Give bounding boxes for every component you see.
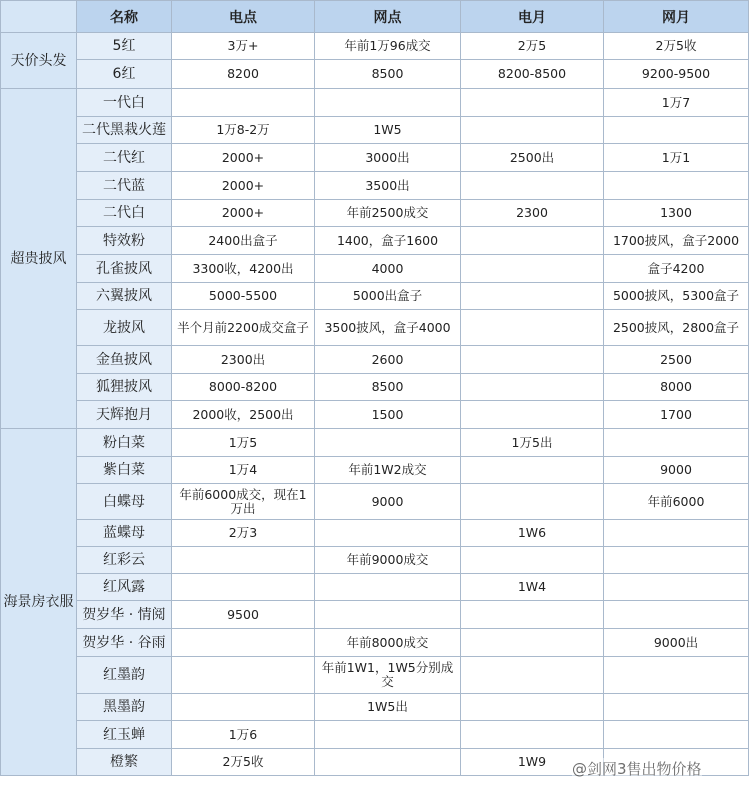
dian-yue-cell — [461, 346, 604, 374]
wang-dian-cell — [315, 520, 461, 547]
dian-yue-cell: 2万5 — [461, 33, 604, 60]
wang-dian-cell: 年前1W2成交 — [315, 457, 461, 484]
dian-yue-cell: 1W9 — [461, 749, 604, 776]
header-row — [1, 1, 749, 33]
dian-dian-cell — [172, 547, 315, 574]
dian-dian-cell: 2000+ — [172, 172, 315, 200]
wang-dian-cell — [315, 574, 461, 601]
table-row — [1, 144, 749, 172]
dian-dian-cell: 5000-5500 — [172, 283, 315, 310]
item-name-cell: 二代黑栽火莲 — [77, 117, 172, 144]
table-row — [1, 694, 749, 721]
item-name-cell: 红玉蝉 — [77, 721, 172, 749]
wang-dian-cell: 5000出盒子 — [315, 283, 461, 310]
item-name-cell: 二代蓝 — [77, 172, 172, 200]
wang-dian-cell: 年前9000成交 — [315, 547, 461, 574]
dian-yue-cell: 2300 — [461, 200, 604, 227]
wang-yue-cell — [604, 721, 749, 749]
header-name: 名称 — [77, 1, 172, 33]
watermark: @剑网3售出物价格 — [572, 760, 702, 778]
wang-dian-cell: 2600 — [315, 346, 461, 374]
item-name-cell: 特效粉 — [77, 227, 172, 255]
header-dian-dian: 电点 — [172, 1, 315, 33]
item-name-cell: 紫白菜 — [77, 457, 172, 484]
wang-yue-cell: 盒子4200 — [604, 255, 749, 283]
table-row — [1, 484, 749, 520]
wang-yue-cell — [604, 574, 749, 601]
table-row — [1, 657, 749, 694]
table-row — [1, 721, 749, 749]
header-dian-yue: 电月 — [461, 1, 604, 33]
wang-yue-cell: 8000 — [604, 374, 749, 401]
dian-dian-cell: 3万+ — [172, 33, 315, 60]
dian-dian-cell: 8000-8200 — [172, 374, 315, 401]
dian-dian-cell: 年前6000成交，现在1万出 — [172, 484, 315, 520]
wang-dian-cell: 1500 — [315, 401, 461, 429]
category-cell: 天价头发 — [1, 33, 77, 89]
item-name-cell: 6红 — [77, 60, 172, 89]
dian-dian-cell: 1万6 — [172, 721, 315, 749]
wang-dian-cell — [315, 89, 461, 117]
dian-yue-cell — [461, 374, 604, 401]
dian-yue-cell: 1万5出 — [461, 429, 604, 457]
wang-yue-cell: 2万5收 — [604, 33, 749, 60]
wang-yue-cell: 1万1 — [604, 144, 749, 172]
wang-yue-cell: 1700 — [604, 401, 749, 429]
wang-dian-cell: 1W5出 — [315, 694, 461, 721]
wang-dian-cell: 8500 — [315, 60, 461, 89]
wang-dian-cell: 1W5 — [315, 117, 461, 144]
dian-dian-cell: 2万3 — [172, 520, 315, 547]
item-name-cell: 狐狸披风 — [77, 374, 172, 401]
dian-yue-cell: 1W6 — [461, 520, 604, 547]
dian-yue-cell — [461, 255, 604, 283]
dian-yue-cell — [461, 283, 604, 310]
wang-dian-cell: 1400，盒子1600 — [315, 227, 461, 255]
wang-dian-cell — [315, 749, 461, 776]
item-name-cell: 六翼披风 — [77, 283, 172, 310]
dian-dian-cell: 3300收，4200出 — [172, 255, 315, 283]
header-corner — [1, 1, 77, 33]
item-name-cell: 贺岁华 · 谷雨 — [77, 629, 172, 657]
dian-dian-cell: 2000收，2500出 — [172, 401, 315, 429]
wang-dian-cell — [315, 429, 461, 457]
item-name-cell: 龙披风 — [77, 310, 172, 346]
table-row — [1, 255, 749, 283]
wang-yue-cell — [604, 117, 749, 144]
table-row — [1, 310, 749, 346]
wang-yue-cell: 年前6000 — [604, 484, 749, 520]
item-name-cell: 金鱼披风 — [77, 346, 172, 374]
dian-dian-cell — [172, 89, 315, 117]
dian-dian-cell: 1万4 — [172, 457, 315, 484]
table-row — [1, 429, 749, 457]
table-row — [1, 200, 749, 227]
wang-dian-cell: 年前2500成交 — [315, 200, 461, 227]
dian-yue-cell — [461, 457, 604, 484]
header-wang-yue: 网月 — [604, 1, 749, 33]
wang-yue-cell: 2500 — [604, 346, 749, 374]
dian-dian-cell: 2万5收 — [172, 749, 315, 776]
table-row — [1, 629, 749, 657]
wang-yue-cell — [604, 520, 749, 547]
wang-dian-cell — [315, 721, 461, 749]
dian-yue-cell — [461, 227, 604, 255]
dian-yue-cell — [461, 601, 604, 629]
dian-dian-cell: 2000+ — [172, 200, 315, 227]
dian-dian-cell — [172, 694, 315, 721]
dian-dian-cell: 1万5 — [172, 429, 315, 457]
wang-dian-cell: 3500披风，盒子4000 — [315, 310, 461, 346]
wang-dian-cell: 3500出 — [315, 172, 461, 200]
table-row — [1, 89, 749, 117]
wang-dian-cell: 3000出 — [315, 144, 461, 172]
wang-dian-cell: 年前1W1，1W5分别成交 — [315, 657, 461, 694]
dian-dian-cell: 2400出盒子 — [172, 227, 315, 255]
table-row — [1, 172, 749, 200]
item-name-cell: 一代白 — [77, 89, 172, 117]
item-name-cell: 橙繁 — [77, 749, 172, 776]
wang-yue-cell — [604, 429, 749, 457]
dian-yue-cell — [461, 657, 604, 694]
table-row — [1, 574, 749, 601]
wang-yue-cell — [604, 172, 749, 200]
item-name-cell: 粉白菜 — [77, 429, 172, 457]
dian-dian-cell: 半个月前2200成交盒子 — [172, 310, 315, 346]
dian-yue-cell — [461, 401, 604, 429]
category-cell: 超贵披风 — [1, 89, 77, 429]
dian-yue-cell: 8200-8500 — [461, 60, 604, 89]
wang-yue-cell: 1300 — [604, 200, 749, 227]
category-cell: 海景房衣服 — [1, 429, 77, 776]
item-name-cell: 5红 — [77, 33, 172, 60]
dian-yue-cell: 2500出 — [461, 144, 604, 172]
dian-dian-cell: 2000+ — [172, 144, 315, 172]
dian-yue-cell — [461, 694, 604, 721]
dian-dian-cell — [172, 657, 315, 694]
item-name-cell: 天辉抱月 — [77, 401, 172, 429]
wang-yue-cell: 9000出 — [604, 629, 749, 657]
dian-yue-cell: 1W4 — [461, 574, 604, 601]
table-row — [1, 374, 749, 401]
item-name-cell: 红彩云 — [77, 547, 172, 574]
wang-dian-cell: 8500 — [315, 374, 461, 401]
dian-dian-cell: 1万8-2万 — [172, 117, 315, 144]
item-name-cell: 白蝶母 — [77, 484, 172, 520]
wang-yue-cell — [604, 657, 749, 694]
dian-yue-cell — [461, 721, 604, 749]
wang-dian-cell — [315, 601, 461, 629]
wang-dian-cell: 4000 — [315, 255, 461, 283]
item-name-cell: 红墨韵 — [77, 657, 172, 694]
dian-yue-cell — [461, 484, 604, 520]
table-row — [1, 60, 749, 89]
wang-yue-cell: 1万7 — [604, 89, 749, 117]
table-row — [1, 601, 749, 629]
dian-yue-cell — [461, 89, 604, 117]
table-body — [1, 33, 749, 776]
wang-dian-cell: 9000 — [315, 484, 461, 520]
table-row — [1, 401, 749, 429]
item-name-cell: 贺岁华 · 情阅 — [77, 601, 172, 629]
header-wang-dian: 网点 — [315, 1, 461, 33]
dian-yue-cell — [461, 629, 604, 657]
wang-yue-cell — [604, 601, 749, 629]
table-row — [1, 547, 749, 574]
dian-dian-cell: 9500 — [172, 601, 315, 629]
item-name-cell: 二代红 — [77, 144, 172, 172]
table-row — [1, 227, 749, 255]
dian-dian-cell: 8200 — [172, 60, 315, 89]
dian-yue-cell — [461, 310, 604, 346]
table-row — [1, 117, 749, 144]
table-row — [1, 457, 749, 484]
wang-yue-cell: 5000披风，5300盒子 — [604, 283, 749, 310]
wang-yue-cell: 1700披风，盒子2000 — [604, 227, 749, 255]
wang-dian-cell: 年前8000成交 — [315, 629, 461, 657]
table-row — [1, 346, 749, 374]
dian-dian-cell — [172, 574, 315, 601]
dian-yue-cell — [461, 117, 604, 144]
table-row — [1, 283, 749, 310]
item-name-cell: 二代白 — [77, 200, 172, 227]
table-row — [1, 520, 749, 547]
wang-yue-cell: 9200-9500 — [604, 60, 749, 89]
item-name-cell: 蓝蝶母 — [77, 520, 172, 547]
item-name-cell: 孔雀披风 — [77, 255, 172, 283]
dian-dian-cell — [172, 629, 315, 657]
wang-yue-cell: 2500披风，2800盒子 — [604, 310, 749, 346]
wang-yue-cell — [604, 694, 749, 721]
table-row — [1, 33, 749, 60]
dian-yue-cell — [461, 172, 604, 200]
item-name-cell: 红风露 — [77, 574, 172, 601]
wang-yue-cell: 9000 — [604, 457, 749, 484]
wang-dian-cell: 年前1万96成交 — [315, 33, 461, 60]
item-name-cell: 黑墨韵 — [77, 694, 172, 721]
dian-yue-cell — [461, 547, 604, 574]
dian-dian-cell: 2300出 — [172, 346, 315, 374]
wang-yue-cell — [604, 547, 749, 574]
